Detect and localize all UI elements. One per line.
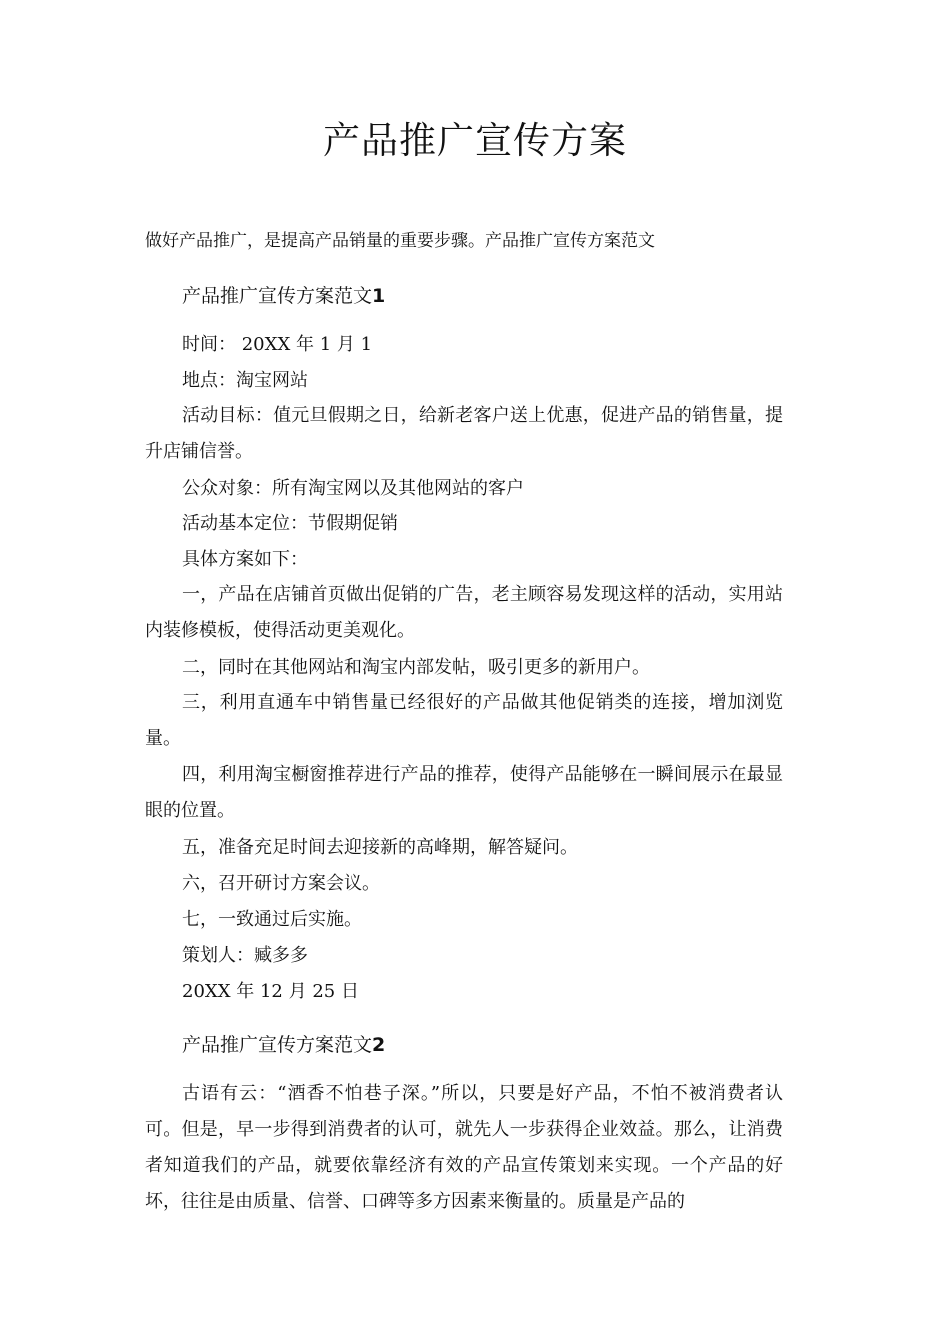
document-title: 产品推广宣传方案 [323, 119, 627, 162]
section2-heading [182, 1031, 385, 1059]
positioning-line: 活动基本定位：节假期促销 [182, 513, 398, 534]
plan-item-4: 四，利用淘宝橱窗推荐进行产品的推荐，使得产品能够在一瞬间展示在最显眼的位置。 [145, 764, 783, 821]
section2-paragraph-1: 古语有云：“酒香不怕巷子深。”所以，只要是好产品，不怕不被消费者认可。但是，早一步得到消费者的认可，就先人一步获得企业效益。那么，让消费者知道我们的产品，就要依靠经济有效的产品宣传策划来实现。一个产品的好坏，往往是由质量、信誉、口碑等多方因素来衡量的。质量是产品的 [145, 1083, 783, 1212]
planner-line: 策划人：臧多多 [182, 945, 308, 966]
section2-heading-text: 产品推广宣传方案范文 [182, 1034, 373, 1056]
date-line: 20XX 年 12 月 25 日 [182, 981, 359, 1002]
place-line: 地点：淘宝网站 [182, 370, 308, 391]
intro-text: 做好产品推广，是提高产品销量的重要步骤。产品推广宣传方案范文 [145, 231, 655, 251]
section1-heading-number: 1 [372, 285, 386, 307]
plan-item-6: 六，召开研讨方案会议。 [182, 873, 380, 894]
plan-item-7: 七，一致通过后实施。 [182, 909, 362, 930]
plan-item-5: 五，准备充足时间去迎接新的高峰期，解答疑问。 [182, 837, 578, 858]
time-line: 时间： 20XX 年 1 月 1 [182, 334, 373, 355]
goal-paragraph: 活动目标：值元旦假期之日，给新老客户送上优惠，促进产品的销售量，提升店铺信誉。 [145, 405, 783, 462]
section1-heading [182, 282, 385, 310]
audience-line: 公众对象：所有淘宝网以及其他网站的客户 [182, 478, 524, 499]
plan-item-3: 三，利用直通车中销售量已经很好的产品做其他促销类的连接，增加浏览量。 [145, 692, 783, 749]
section2-heading-number: 2 [372, 1034, 386, 1056]
plan-item-2: 二，同时在其他网站和淘宝内部发帖，吸引更多的新用户。 [182, 657, 650, 678]
plan-item-1: 一，产品在店铺首页做出促销的广告，老主顾容易发现这样的活动，实用站内装修模板，使得活动更美观化。 [145, 584, 783, 641]
section1-heading-text: 产品推广宣传方案范文 [182, 285, 373, 307]
plan-intro-line: 具体方案如下： [182, 549, 308, 570]
